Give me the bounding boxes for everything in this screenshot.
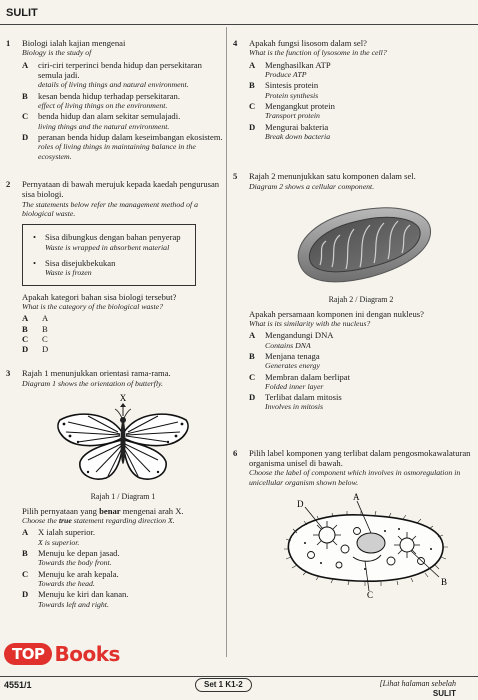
option-text-ms: Mengurai bakteria (265, 121, 329, 132)
option-c[interactable] (249, 101, 473, 121)
statement-text-en: Waste is frozen (45, 268, 92, 278)
option-text-en: Towards the head. (38, 579, 95, 588)
option-letter: D (249, 121, 256, 132)
option-d[interactable] (249, 122, 473, 142)
question-text-en: Choose the label of component which involves in osmoregulation in unicellular organism shown below. (249, 468, 461, 487)
option-a[interactable] (22, 60, 224, 90)
butterfly-head (120, 417, 126, 423)
option-b[interactable] (22, 91, 224, 111)
sub-question-ms (22, 506, 224, 516)
options-list (22, 527, 224, 609)
question-text-en: Diagram 2 shows a cellular component. (249, 181, 375, 191)
option-d[interactable] (22, 589, 224, 609)
option-letter: C (22, 111, 29, 122)
macronucleus (357, 533, 385, 553)
question-number: 4 (233, 38, 238, 48)
sub-question-en: What is the category of the biological waste? (22, 301, 163, 311)
option-a[interactable] (249, 60, 473, 80)
sub-question-ms: Apakah kategori bahan sisa biologi tersebut? (22, 291, 177, 302)
option-text: A (42, 313, 49, 324)
question-text-en: Biology is the study of (22, 48, 92, 58)
butterfly-body (121, 420, 126, 464)
option-a[interactable] (249, 330, 473, 350)
label-d: D (297, 499, 304, 510)
option-text-en: Transport protein (265, 111, 320, 121)
question-text-ms: Apakah fungsi lisosom dalam sel? (249, 38, 367, 48)
text-post: statement regarding direction X. (71, 516, 175, 526)
option-d[interactable] (249, 392, 473, 412)
option-letter: A (22, 527, 29, 538)
question-2 (6, 179, 224, 355)
option-letter: C (249, 371, 256, 382)
text-bold: true (58, 516, 72, 526)
question-number: 3 (6, 368, 11, 379)
option-d[interactable] (22, 132, 224, 161)
option-text-ms: Menjana tenaga (265, 350, 320, 361)
question-4 (233, 38, 473, 141)
option-text-ms: Menghasilkan ATP (265, 59, 331, 70)
question-text-en: What is the function of lysosome in the cell? (249, 48, 387, 58)
statement-item (33, 232, 187, 252)
option-letter: A (249, 59, 256, 70)
option-letter: B (22, 323, 28, 334)
next-page-note: [Lihat halaman sebelah (379, 679, 456, 688)
option-text-ms: kesan benda hidup terhadap persekitaran. (38, 90, 180, 101)
text-pre: Pilih pernyataan yang (22, 505, 100, 516)
option-letter: A (22, 313, 29, 324)
option-text-ms: X ialah superior. (38, 527, 96, 538)
question-6 (233, 448, 473, 599)
mitochondrion-diagram (286, 195, 436, 291)
option-d[interactable] (22, 344, 224, 354)
column-divider (226, 27, 227, 657)
sub-question-ms: Apakah persamaan komponen ini dengan nukleus? (249, 308, 424, 319)
option-letter: B (22, 90, 28, 101)
question-number: 6 (233, 447, 238, 458)
diagram-2-caption: Rajah 2 / Diagram 2 (328, 294, 394, 304)
option-text-en: Folded inner layer (265, 381, 324, 391)
diagram-1-caption: Rajah 1 / Diagram 1 (90, 492, 156, 502)
option-text: C (42, 333, 48, 344)
option-text-en: Generates energy (265, 361, 320, 371)
text-pre: Choose the (22, 516, 59, 526)
text-bold: benar (99, 505, 121, 516)
option-text: D (42, 344, 49, 355)
right-column (233, 38, 473, 599)
question-number: 2 (6, 178, 11, 189)
left-column (6, 38, 224, 609)
option-b[interactable] (249, 80, 473, 100)
option-b[interactable] (249, 351, 473, 371)
question-1 (6, 38, 224, 161)
question-text-ms: Biologi ialah kajian mengenai (22, 38, 126, 48)
options-list (22, 313, 224, 354)
question-text-en: Diagram 1 shows the orientation of butterfly. (22, 378, 163, 388)
option-letter: A (22, 59, 29, 70)
option-text-ms: Mengangkut protein (265, 100, 335, 111)
option-b[interactable] (22, 548, 224, 568)
option-text-en: living things and the natural environment. (38, 121, 170, 131)
option-letter: D (22, 131, 29, 142)
header-rule (0, 24, 478, 25)
footer-rule (0, 676, 478, 677)
option-text-ms: Menuju ke arah kepala. (38, 568, 119, 579)
label-b: B (441, 577, 448, 588)
option-a[interactable] (22, 313, 224, 323)
arrow-head (120, 403, 126, 407)
set-badge: Set 1 K1-2 (195, 678, 252, 692)
question-text-ms: Rajah 2 menunjukkan satu komponen dalam sel. (249, 171, 416, 182)
option-text-en: Contains DNA (265, 340, 311, 350)
options-list (22, 60, 224, 161)
option-letter: C (249, 100, 256, 111)
option-letter: A (249, 330, 256, 341)
statement-text-ms: Sisa dibungkus dengan bahan penyerap (45, 232, 181, 243)
statement-text-en: Waste is wrapped in absorbent material (45, 242, 170, 252)
sub-question-en: What is its similarity with the nucleus? (249, 318, 371, 328)
bullet: • (33, 257, 37, 268)
option-text: B (42, 323, 48, 334)
statement-text-ms: Sisa disejukbekukan (45, 257, 116, 268)
option-letter: B (249, 350, 255, 361)
option-text-ms: peranan benda hidup dalam keseimbangan ekosistem. (38, 131, 223, 142)
option-text-ms: Mengandungi DNA (265, 330, 334, 341)
option-text-en: Involves in mitosis (265, 402, 324, 412)
question-text-ms: Pernyataan di bawah merujuk kepada kaedah pengurusan sisa biologi. (22, 178, 220, 200)
question-number: 5 (233, 171, 238, 182)
option-letter: D (22, 589, 29, 600)
option-letter: B (22, 548, 28, 559)
paper-code: 4551/1 (4, 680, 32, 690)
footer-sulit: SULIT (432, 689, 456, 698)
option-c[interactable] (249, 372, 473, 392)
option-text-en: Towards left and right. (38, 599, 109, 609)
logo-text: Books (54, 642, 120, 666)
option-text-ms: Menuju ke kiri dan kanan. (38, 589, 129, 600)
upper-right-wing (124, 414, 188, 445)
header-sulit: SULIT (6, 7, 38, 19)
paramecium-diagram (261, 491, 461, 599)
option-text-ms: Sintesis protein (265, 80, 319, 91)
option-letter: D (249, 392, 256, 403)
option-letter: C (22, 333, 29, 344)
butterfly-diagram (48, 392, 198, 488)
option-text-en: Towards the body front. (38, 558, 112, 568)
option-letter: C (22, 568, 29, 579)
question-text-ms: Pilih label komponen yang terlibat dalam pengosmokawalaturan organisma unisel di bawah. (249, 447, 471, 469)
question-number: 1 (6, 38, 11, 48)
option-text-ms: benda hidup dan alam sekitar semulajadi. (38, 111, 181, 122)
option-text-ms: Terlibat dalam mitosis (265, 392, 342, 403)
option-text-en: roles of living things in maintaining balance in the ecosystem. (38, 142, 196, 161)
option-text-en: Protein synthesis (265, 90, 319, 100)
option-a[interactable] (22, 527, 224, 547)
options-list (249, 330, 473, 412)
statement-item (33, 258, 187, 278)
option-text-ms: Menuju ke depan jasad. (38, 548, 120, 559)
option-text-en: effect of living things on the environment. (38, 100, 168, 110)
text-post: mengenai arah X. (120, 505, 184, 516)
options-list (249, 60, 473, 142)
label-x: X (119, 393, 127, 404)
label-c: C (367, 590, 374, 600)
option-text-ms: ciri-ciri terperinci benda hidup dan persekitaran semula jadi. (38, 59, 202, 80)
option-c[interactable] (22, 111, 224, 131)
option-b[interactable] (22, 324, 224, 334)
option-c[interactable] (22, 334, 224, 344)
question-text-en: The statements below refer the management method of a biological waste. (22, 199, 198, 218)
option-letter: B (249, 80, 255, 91)
question-5 (233, 171, 473, 412)
option-c[interactable] (22, 569, 224, 589)
upper-left-wing (58, 414, 122, 445)
statement-box (22, 224, 196, 285)
option-text-ms: Membran dalam berlipat (265, 371, 350, 382)
sub-question-en (22, 516, 224, 525)
option-text-en: Produce ATP (265, 69, 307, 79)
question-text-ms: Rajah 1 menunjukkan orientasi rama-rama. (22, 368, 171, 379)
option-text-en: Break down bacteria (265, 131, 331, 141)
question-3 (6, 368, 224, 609)
bullet: • (33, 232, 37, 243)
label-a: A (353, 492, 360, 503)
option-text-en: details of living things and natural environment. (38, 80, 189, 90)
option-text-en: X is superior. (38, 537, 80, 547)
option-letter: D (22, 344, 29, 355)
logo-badge: TOP (4, 643, 52, 665)
topbooks-logo (4, 640, 120, 668)
